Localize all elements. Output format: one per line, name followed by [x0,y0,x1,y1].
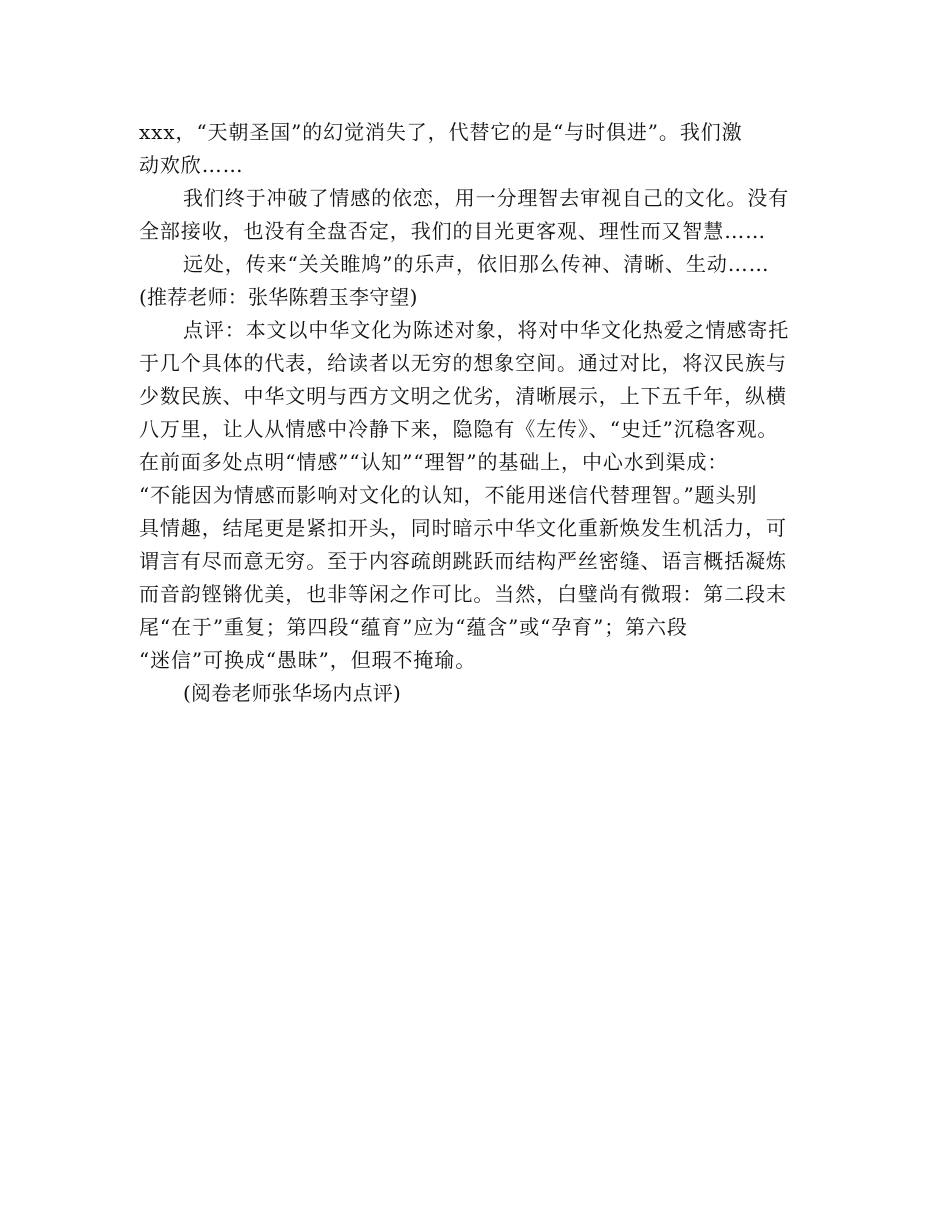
text-line: 于几个具体的代表，给读者以无穷的想象空间。通过对比，将汉民族与 [139,351,787,375]
document-page [139,116,829,710]
paragraph-line: 我们终于冲破了情感的依恋，用一分理智去审视自己的文化。没有 [183,186,790,210]
text-line: “迷信”可换成“愚昧”，但瑕不掩瑜。 [139,648,477,672]
recommender-note: (推荐老师：张华陈碧玉李守望) [139,285,418,309]
text-line: 动欢欣…… [139,153,244,177]
text-line: 具情趣，结尾更是紧扣开头，同时暗示中华文化重新焕发生机活力，可 [139,516,787,540]
comment-heading-line: 点评：本文以中华文化为陈述对象，将对中华文化热爱之情感寄托 [183,318,790,342]
text-line: 而音韵铿锵优美，也非等闲之作可比。当然，白璧尚有微瑕：第二段末 [139,582,787,606]
text-line: 谓言有尽而意无穷。至于内容疏朗跳跃而结构严丝密缝、语言概括凝炼 [139,549,787,573]
text-line: 在前面多处点明“情感”“认知”“理智”的基础上，中心水到渠成： [139,450,729,474]
grader-note: (阅卷老师张华场内点评) [183,681,402,705]
text-line: 八万里，让人从情感中冷静下来，隐隐有《左传》、“史迁”沉稳客观。 [139,417,779,441]
text-line: 尾“在于”重复；第四段“蕴育”应为“蕴含”或“孕育”；第六段 [139,615,688,639]
text-line: 全部接收，也没有全盘否定，我们的目光更客观、理性而又智慧…… [139,219,766,243]
text-line: xxx，“天朝圣国”的幻觉消失了，代替它的是“与时俱进”。我们激 [139,120,743,144]
text-line: “不能因为情感而影响对文化的认知，不能用迷信代替理智。”题头别 [139,483,758,507]
text-line: 少数民族、中华文明与西方文明之优劣，清晰展示，上下五千年，纵横 [139,384,787,408]
paragraph-line: 远处，传来“关关睢鸠”的乐声，依旧那么传神、清晰、生动…… [183,252,770,276]
